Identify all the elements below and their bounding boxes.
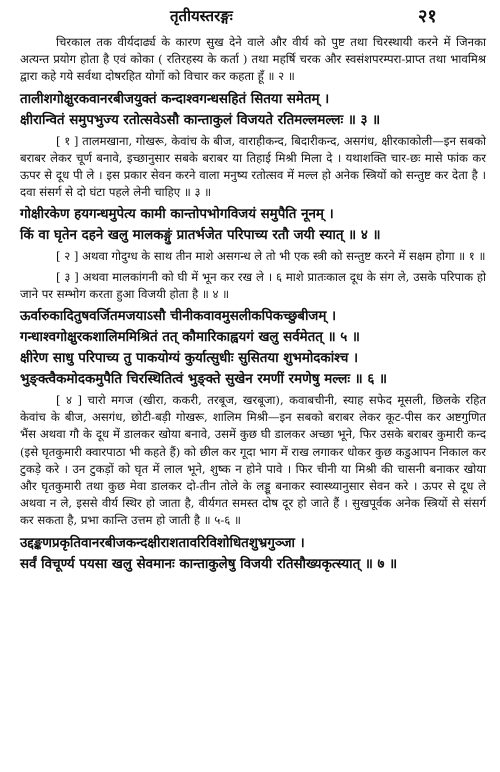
verse-line: भुङ्क्त्वैकमोदकमुपैति चिरस्थितित्वं भुङ्क्ते सुखेन रमणीं रमणेषु मल्लः ॥ ६ ॥	[20, 371, 388, 388]
verse-line: क्षीरान्वितं समुपभुज्य रतोत्सवेऽसौ कान्ताकुलं विजयते रतिमल्लमल्लः ॥ ३ ॥	[20, 111, 381, 128]
verse-line: उद्दङ्कणप्रकृतिवानरबीजकन्दक्षीराशतावरिविशोधितशुभ्रगुञ्जा ।	[20, 534, 305, 551]
commentary-4: [ ४ ] चारो मगज (खीरा, ककरी, तरबूज, खरबूजा), कवाबचीनी, स्याह सफेद मूसली, छिलके रहित केवांच के बीज, असगंध, छोटी-बड़ी गोखरू, शालिम मिश्री—इन सबको बराबर लेकर कूट-पीस कर अष्टगुणित भैंस अथवा गौ के दूध में डालकर खोया बनावे, उसमें कुछ घी डालकर अच्छा भूने, फिर उसके बराबर कुमारी कन्द (इसे घृतकुमारी क्वारपाठा भी कहते हैं) को छील कर गूदा भाग में राख लगाकर धोकर कुछ कडुआपन निकाल कर टुकड़े करे । उन टुकड़ों को घृत में लाल भूने, शुष्क न होने पावे । फिर चीनी या मिश्री की चासनी बनाकर खोया और घृतकुमारी तथा कुछ मेवा डालकर दो-तीन तोले के लड्डू बनाकर स्वास्थ्यानुसार सेवन करे । ऊपर से दूध ले अथवा न ले, इससे वीर्य स्थिर हो जाता है, वीर्यगत समस्त दोष दूर हो जाते हैं । सुखपूर्वक अनेक स्त्रियों से संसर्ग कर सकता है, प्रभा कान्ति उत्तम हो जाती है ॥ ५-६ ॥	[20, 393, 486, 528]
running-head: तृतीयस्तरङ्गः	[170, 7, 233, 25]
commentary-1: [ १ ] तालमखाना, गोखरू, केवांच के बीज, वाराहीकन्द, बिदारीकन्द, असगंध, क्षीरकाकोली—इन सबको बराबर लेकर चूर्ण बनावे, इच्छानुसार सबके बराबर या तिहाई मिश्री मिला दे । यथाशक्ति चार-छः मासे फांक कर ऊपर से दूध पी ले । इस प्रकार सेवन करने वाला मनुष्य रतोत्सव में मल्ल हो अनेक स्त्रियों को सन्तुष्ट कर देता है । दवा संसर्ग से दो घंटा पहले लेनी चाहिए ॥ ३ ॥	[20, 133, 486, 200]
commentary-3: [ ३ ] अथवा मालकांगनी को घी में भून कर रख ले । ६ माशे प्रातःकाल दूध के संग ले, उसके परिपाक हो जाने पर सम्भोग करता हुआ विजयी होता है ॥ ४ ॥	[20, 269, 486, 301]
paragraph-intro: चिरकाल तक वीर्यदार्ढ्य के कारण सुख देने वाले और वीर्य को पुष्ट तथा चिरस्थायी करने में जिनका अत्यन्त प्रयोग होता है एवं कोका ( रतिरहस्य के कर्ता ) तथा महर्षि चरक और स्वसंशपरम्परा-प्राप्त तथा भावमिश्र द्वारा कहे गये सर्वथा दोषरहित योगों को विचार कर कहता हूँ ॥ २ ॥	[20, 35, 486, 84]
page-body	[20, 34, 486, 577]
page-number: २१	[418, 6, 437, 27]
verse-line: सर्वं विचूर्ण्य पयसा खलु सेवमानः कान्ताकुलेषु विजयी रतिसौख्यकृत्स्यात् ॥ ७ ॥	[20, 555, 398, 572]
verse-5-6	[20, 306, 486, 390]
verse-3	[20, 89, 486, 131]
verse-line: गोक्षीरकेण हयगन्धमुपेत्य कामी कान्तोपभोगविजयं समुपैति नूनम् ।	[20, 206, 334, 223]
verse-7	[20, 533, 486, 575]
verse-line: तालीशगोक्षुरकवानरबीजयुक्तं कन्दाश्वगन्धसहितं सितया समेतम् ।	[20, 90, 330, 107]
page-header	[0, 4, 500, 30]
verse-line: गन्धाश्वगोक्षुरकशालिममिश्रितं तत् कौमारिकाह्वयगं खलु सर्वमेतत् ॥ ५ ॥	[20, 329, 360, 346]
commentary-2: [ २ ] अथवा गोदुग्ध के साथ तीन माशे असगन्ध ले तो भी एक स्त्री को सन्तुष्ट करने में सक्षम होगा ॥ १ ॥	[56, 249, 486, 264]
verse-4	[20, 204, 486, 246]
verse-line: क्षीरेण साधु परिपाच्य तु पाकयोग्यं कुर्यात्सुधीः सुसितया शुभमोदकांश्च ।	[20, 350, 359, 367]
verse-line: ऊर्वारुकादितुषवर्जितमजयाऽसौ चीनीकवावमुसलीकपिकच्छुबीजम् ।	[20, 308, 337, 325]
verse-line: किं वा घृतेन दहने खलु मालकङ्गुं प्रातर्भजेत परिपाच्य रतौ जयी स्यात् ॥ ४ ॥	[20, 227, 381, 244]
